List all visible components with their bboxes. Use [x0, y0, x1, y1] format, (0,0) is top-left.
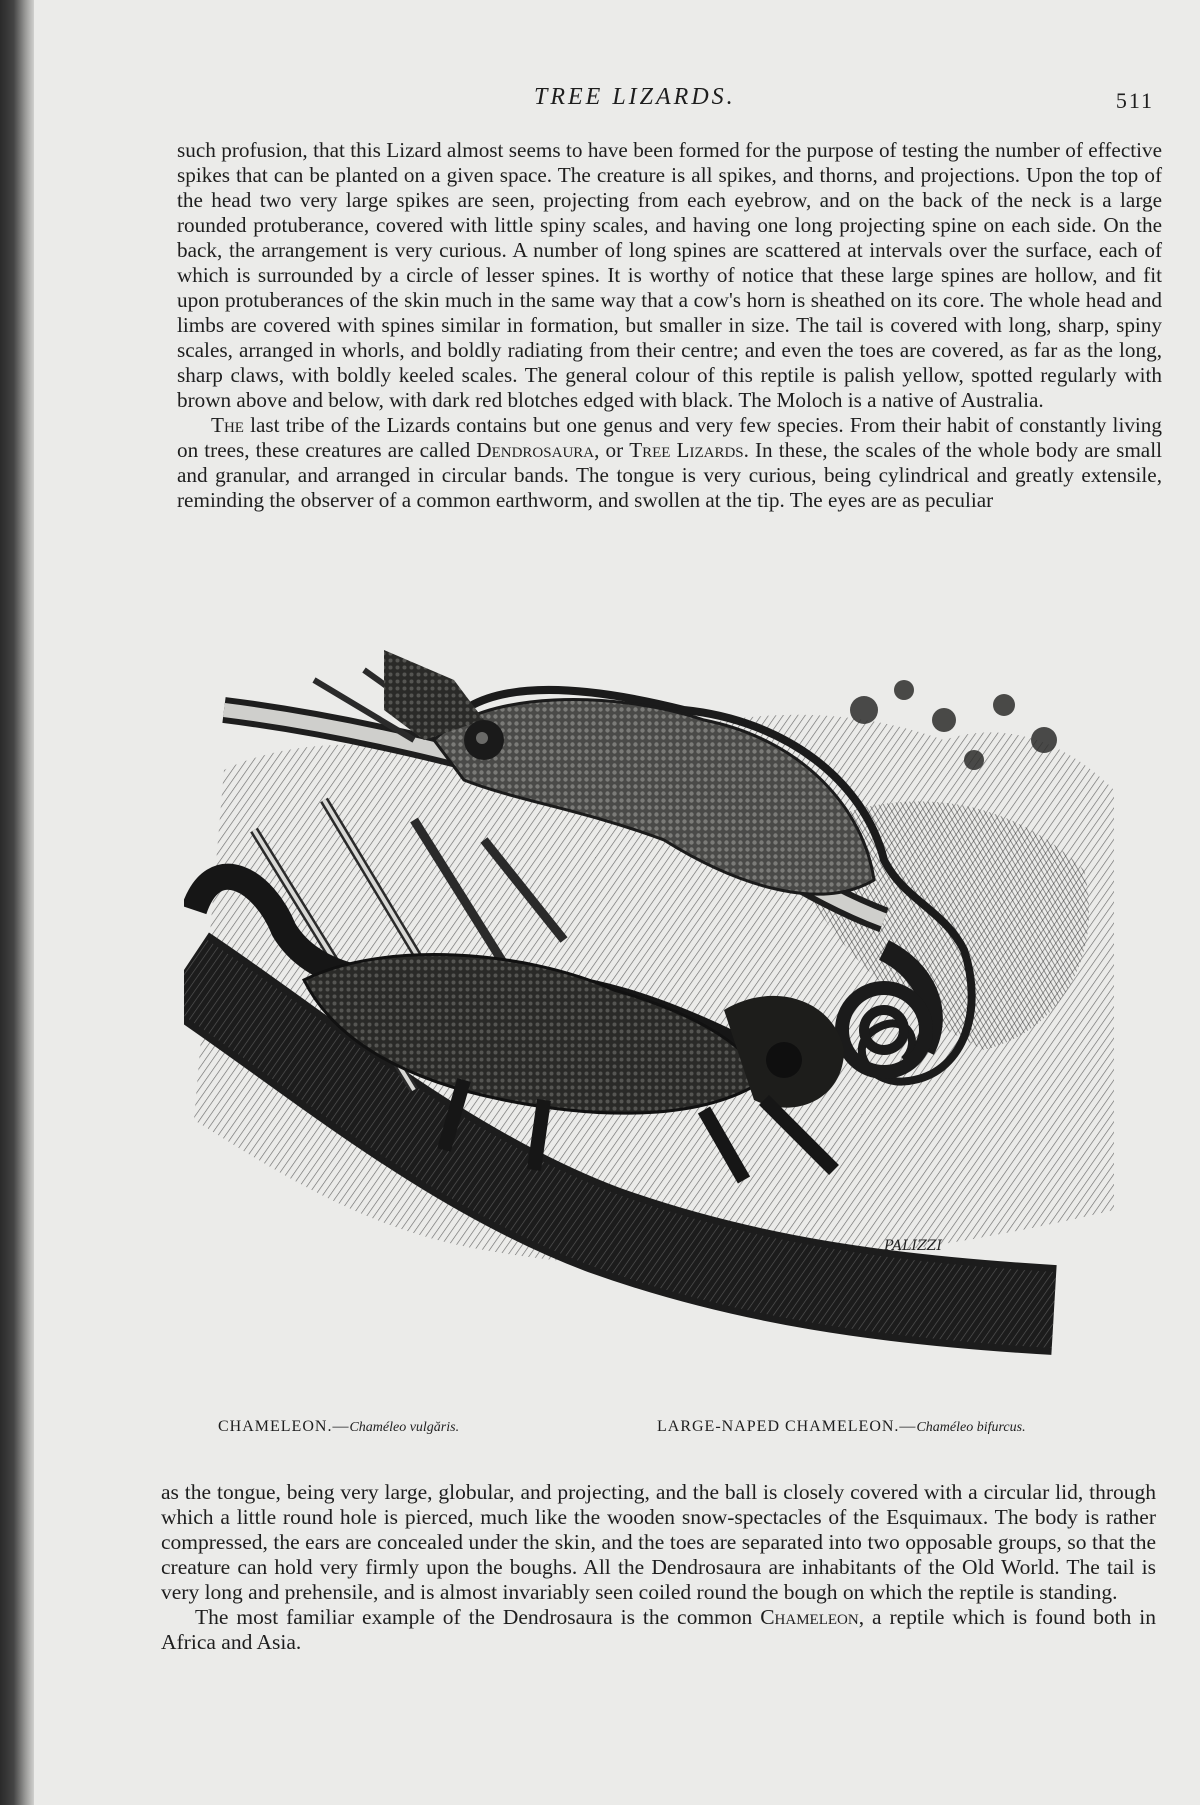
- running-title: TREE LIZARDS.: [534, 84, 736, 110]
- engraver-signature: PALIZZI: [884, 1238, 943, 1254]
- book-page: [34, 0, 1200, 1805]
- chameleon-engraving: [184, 650, 1129, 1420]
- caption-chameleon: [218, 1418, 459, 1436]
- lead-word: The: [211, 413, 244, 437]
- page-number: 511: [1115, 88, 1154, 113]
- scan-binding-edge: [0, 0, 34, 1805]
- term-dendrosaura: Dendrosaura: [476, 438, 595, 462]
- body-text-bottom: [161, 1480, 1156, 1655]
- paragraph-moloch: such profusion, that this Lizard almost seems to have been formed for the purpose of testing the number of effective spikes that can be planted on a given space. The creature is all spikes, and thorns, and projections. Upon the top of the head two very large spikes are seen, projecting from each eyebrow, and on the back of the neck is a large rounded protuberance, covered with little spiny scales, and having one long projecting spine on each side. On the back, the arrangement is very curious. A number of long spines are scattered at intervals over the surface, each of which is surrounded by a circle of lesser spines. It is worthy of notice that these large spines are hollow, and fit upon protuberances of the skin much in the same way that a cow's horn is sheathed on its core. The whole head and limbs are covered with spines similar in formation, but smaller in size. The tail is covered with long, sharp, spiny scales, arranged in whorls, and boldly radiating from their centre; and even the toes are covered, as far as the long, sharp claws, with boldly keeled scales. The general colour of this reptile is palish yellow, spotted regularly with brown above and below, with dark red blotches edged with black. The Moloch is a native of Australia.: [177, 138, 1162, 412]
- term-chameleon: Chameleon: [760, 1605, 859, 1629]
- engraving-illustration: [184, 650, 1129, 1420]
- body-text-top: [177, 138, 1162, 513]
- paragraph-eyes: as the tongue, being very large, globular, and projecting, and the ball is closely covered with a circular lid, through which a little round hole is pierced, much like the wooden snow-spectacles of the Esquimaux. The body is rather compressed, the ears are concealed under the skin, and the toes are separated into two opposable groups, so that the creature can hold very firmly upon the boughs. All the Dendrosaura are inhabitants of the Old World. The tail is very long and prehensile, and is almost invariably seen coiled round the bough on which the reptile is standing.: [161, 1480, 1156, 1604]
- paragraph-tree-lizards: The last tribe of the Lizards contains but one genus and very few species. From their habit of constantly living on trees, these creatures are called Dendrosaura, or Tree Lizards. In these, the scales of the whole body are small and granular, and arranged in circular bands. The tongue is very curious, being cylindrical and greatly extensile, reminding the observer of a common earthworm, and swollen at the tip. The eyes are as peculiar: [177, 413, 1162, 512]
- caption-large-naped-chameleon: [657, 1418, 1026, 1436]
- caption-right-latin: Chaméleo bifurcus.: [916, 1420, 1026, 1435]
- term-tree-lizards: Tree Lizards: [629, 438, 744, 462]
- caption-left-name: CHAMELEON.—: [218, 1418, 350, 1435]
- caption-left-latin: Chaméleo vulgăris.: [349, 1420, 460, 1435]
- caption-right-name: LARGE-NAPED CHAMELEON.—: [657, 1418, 917, 1435]
- paragraph-common-chameleon: The most familiar example of the Dendrosaura is the common Chameleon, a reptile which is found both in Africa and Asia.: [161, 1605, 1157, 1654]
- running-head: [154, 84, 1154, 118]
